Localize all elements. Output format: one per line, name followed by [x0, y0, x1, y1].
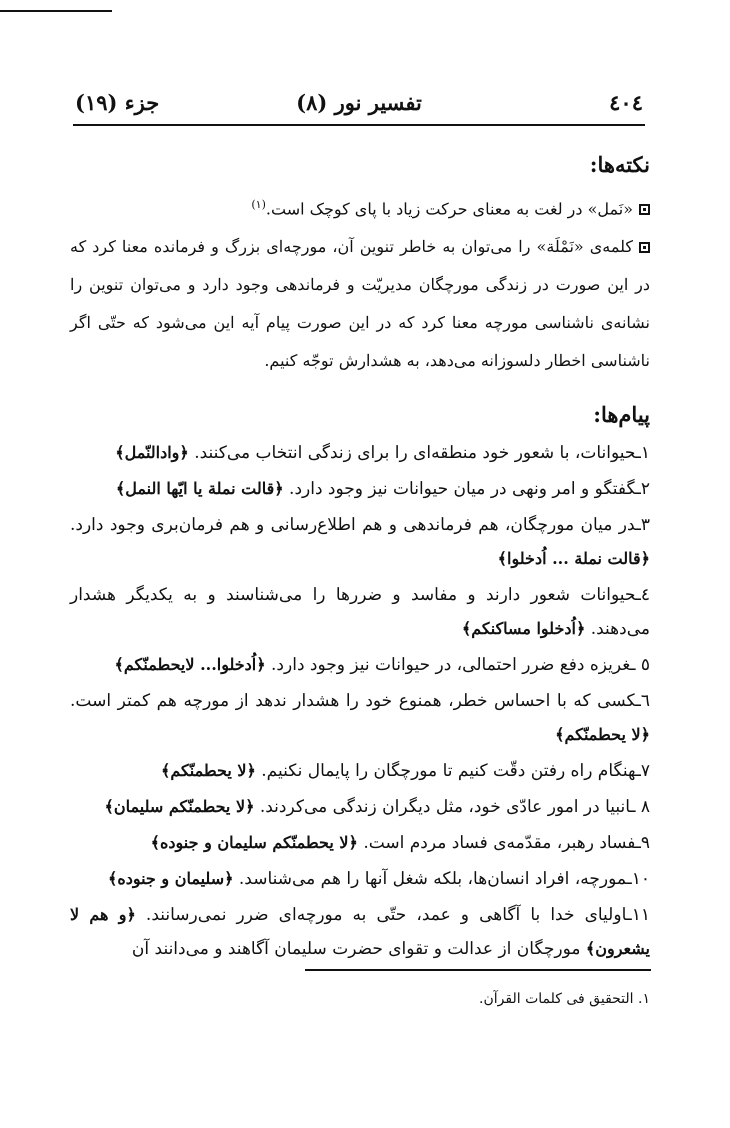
- message-number: ٦ـ: [635, 691, 650, 712]
- footnote-divider: [305, 969, 651, 971]
- ayah-quote: ﴿قالت نملة ... اُدخلوا﴾: [497, 549, 650, 569]
- message-item: [70, 472, 650, 506]
- message-text: غریزه دفع ضرر احتمالی، در حیوانات نیز وجود دارد.: [271, 655, 631, 676]
- ayah-quote: ﴿قالت نملة یا ایّها النمل﴾: [115, 479, 284, 499]
- note-item: [70, 228, 650, 380]
- ayah-quote: ﴿اُدخلوا مساکنکم﴾: [461, 619, 586, 639]
- message-number: ٨ ـ: [630, 797, 650, 818]
- message-item: [70, 436, 650, 470]
- square-bullet-icon: [639, 204, 650, 215]
- page-header: [75, 88, 643, 122]
- message-text: هنگام راه رفتن دقّت کنیم تا مورچگان را پایمال نکنیم.: [261, 761, 636, 782]
- message-number: ١٠ـ: [626, 869, 650, 890]
- message-item: [70, 754, 650, 788]
- message-item: [70, 578, 650, 646]
- message-number: ٧ـ: [635, 761, 650, 782]
- message-text: حیوانات شعور دارند و مفاسد و ضررها را می‌شناسند و به یکدیگر هشدار می‌دهند.: [70, 585, 650, 640]
- message-text: کسی که با احساس خطر، همنوع خود را هشدار ندهد از مورچه هم کمتر است.: [70, 691, 636, 712]
- message-item: [70, 826, 650, 860]
- footnote: ١. التحقیق فی کلمات القرآن.: [479, 991, 650, 1007]
- message-text: انبیا در امور عادّی خود، مثل دیگران زندگی می‌کردند.: [259, 797, 631, 818]
- page-number: ٤٠٤: [609, 90, 643, 115]
- header-divider: [73, 124, 645, 126]
- notes-heading: نکته‌ها:: [589, 152, 650, 177]
- ayah-quote: ﴿لا یحطمنّکم﴾: [160, 761, 256, 781]
- main-content: [70, 150, 650, 968]
- message-item: [70, 790, 650, 824]
- message-text: فساد رهبر، مقدّمه‌ی فساد مردم است.: [363, 833, 636, 854]
- message-text: در میان مورچگان، هم فرماندهی و هم اطلاع‌رسانی و هم فرمان‌بری وجود دارد.: [70, 515, 636, 536]
- note-item: [70, 186, 650, 228]
- corner-rule: [0, 10, 112, 12]
- book-title: تفسیر نور (٨): [296, 90, 422, 115]
- messages-heading: پیام‌ها:: [593, 402, 650, 428]
- message-number: ٥ ـ: [630, 655, 650, 676]
- ayah-quote: ﴿وادالنّمل﴾: [115, 443, 189, 463]
- message-text: گفتگو و امر ونهی در میان حیوانات نیز وجود دارد.: [289, 479, 636, 500]
- ayah-quote: ﴿اُدخلوا... لایحطمنّکم﴾: [114, 655, 266, 675]
- message-item: [70, 898, 650, 966]
- ayah-quote: ﴿لا یحطمنّکم﴾: [555, 725, 650, 745]
- message-text: مورچه، افراد انسان‌ها، بلکه شغل آنها را هم می‌شناسد.: [238, 869, 627, 890]
- note-text: کلمه‌ی «نَمْلَة» را می‌توان به خاطر تنوین آن، مورچه‌ای بزرگ و فرمانده معنا کرد که در این صورت در زندگی مورچگان مدیریّت و فرماندهی وجود دارد و می‌توان تنوین را نشانه‌ی ناشناسی مورچه معنا کرد که در این صورت پیام آیه این می‌شود که حتّی اگر ناشناسی اخطار دلسوزانه می‌دهد، به هشدارش توجّه کنیم.: [70, 237, 650, 371]
- message-number: ١١ـ: [626, 905, 651, 926]
- message-number: ٢ـ: [635, 479, 650, 500]
- message-continuation: مورچگان از عدالت و تقوای حضرت سلیمان آگاهند و می‌دانند آن: [131, 939, 581, 960]
- message-item: [70, 684, 650, 752]
- note-text: «نَمل» در لغت به معنای حرکت زیاد با پای کوچک است.: [265, 199, 633, 219]
- message-number: ٤ـ: [635, 585, 650, 606]
- message-number: ٩ـ: [635, 833, 650, 854]
- message-item: [70, 648, 650, 682]
- message-number: ٣ـ: [635, 515, 650, 536]
- part-number: جزء (١٩): [75, 90, 160, 115]
- footnote-ref: (١): [251, 198, 266, 211]
- square-bullet-icon: [639, 242, 650, 253]
- message-number: ١ـ: [635, 443, 650, 464]
- ayah-quote: ﴿سلیمان و جنوده﴾: [107, 869, 234, 889]
- ayah-quote: ﴿لا یحطمنّکم سلیمان و جنوده﴾: [150, 833, 358, 853]
- message-item: [70, 508, 650, 576]
- message-item: [70, 862, 650, 896]
- ayah-quote: ﴿و هم لا یشعرون﴾: [70, 905, 650, 959]
- message-text: اولیای خدا با آگاهی و عمد، حتّی به مورچه‌ای ضرر نمی‌رسانند.: [145, 905, 627, 926]
- ayah-quote: ﴿لا یحطمنّکم سلیمان﴾: [104, 797, 255, 817]
- message-text: حیوانات، با شعور خود منطقه‌ای را برای زندگی انتخاب می‌کنند.: [194, 443, 636, 464]
